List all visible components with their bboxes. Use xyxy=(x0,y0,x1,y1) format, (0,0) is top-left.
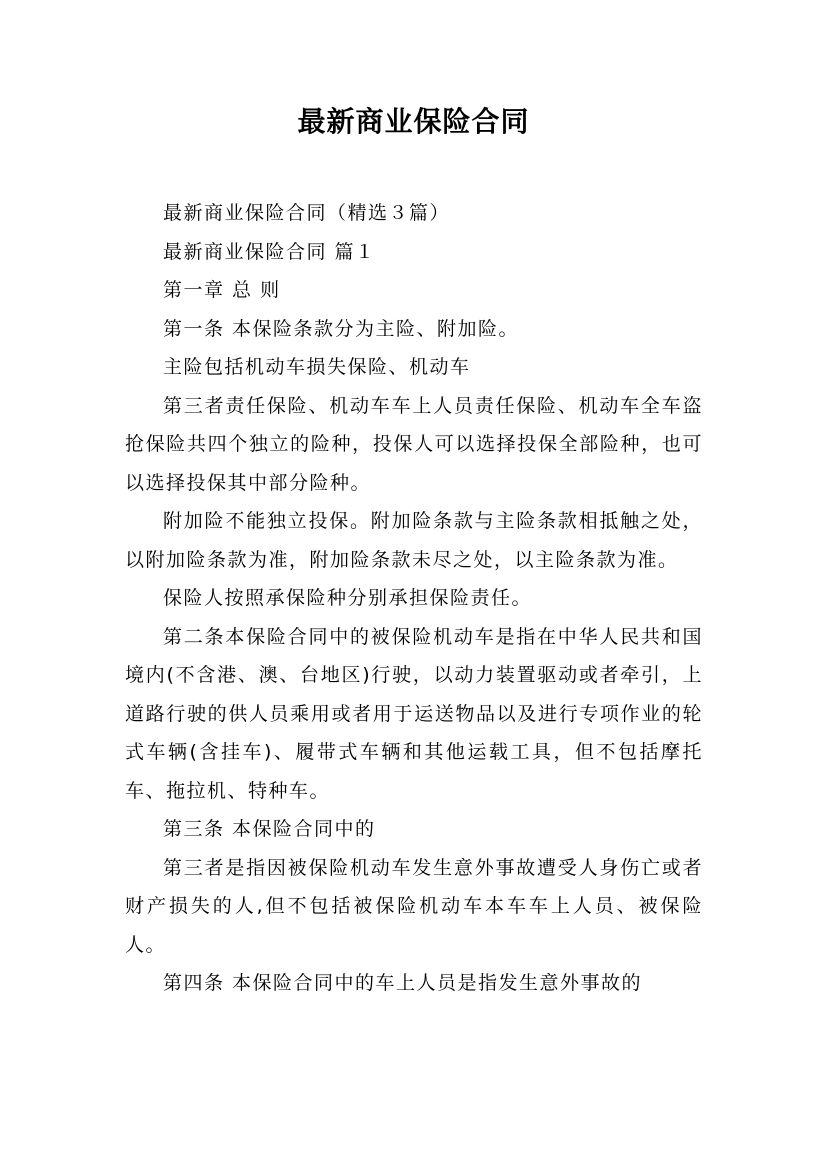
paragraph: 最新商业保险合同 篇１ xyxy=(163,240,376,263)
paragraph: 第一章 总 则 xyxy=(163,279,281,301)
paragraph: 第三条 本保险合同中的 xyxy=(163,818,376,840)
document-body xyxy=(125,194,703,1003)
paragraph: 第三者是指因被保险机动车发生意外事故遭受人身伤亡或者财产损失的人,但不包括被保险机动车本车车上人员、被保险人。 xyxy=(125,856,703,956)
paragraph: 第四条 本保险合同中的车上人员是指发生意外事故的 xyxy=(163,972,643,994)
document-title: 最新商业保险合同 xyxy=(297,105,530,138)
paragraph: 保险人按照承保险种分别承担保险责任。 xyxy=(163,587,533,609)
paragraph: 第二条本保险合同中的被保险机动车是指在中华人民共和国境内(不含港、澳、台地区)行驶，以动力装置驱动或者牵引，上道路行驶的供人员乘用或者用于运送物品以及进行专项作业的轮式车辆(含挂车)、履带式车辆和其他运载工具，但不包括摩托车、拖拉机、特种车。 xyxy=(125,625,703,802)
paragraph: 最新商业保险合同（精选３篇） xyxy=(163,202,451,224)
paragraph: 主险包括机动车损失保险、机动车 xyxy=(163,356,471,378)
paragraph: 第三者责任保险、机动车车上人员责任保险、机动车全车盗抢保险共四个独立的险种，投保人可以选择投保全部险种，也可以选择投保其中部分险种。 xyxy=(125,394,703,494)
paragraph: 附加险不能独立投保。附加险条款与主险条款相抵触之处，以附加险条款为准，附加险条款未尽之处，以主险条款为准。 xyxy=(125,510,703,571)
paragraph: 第一条 本保险条款分为主险、附加险。 xyxy=(163,317,520,340)
